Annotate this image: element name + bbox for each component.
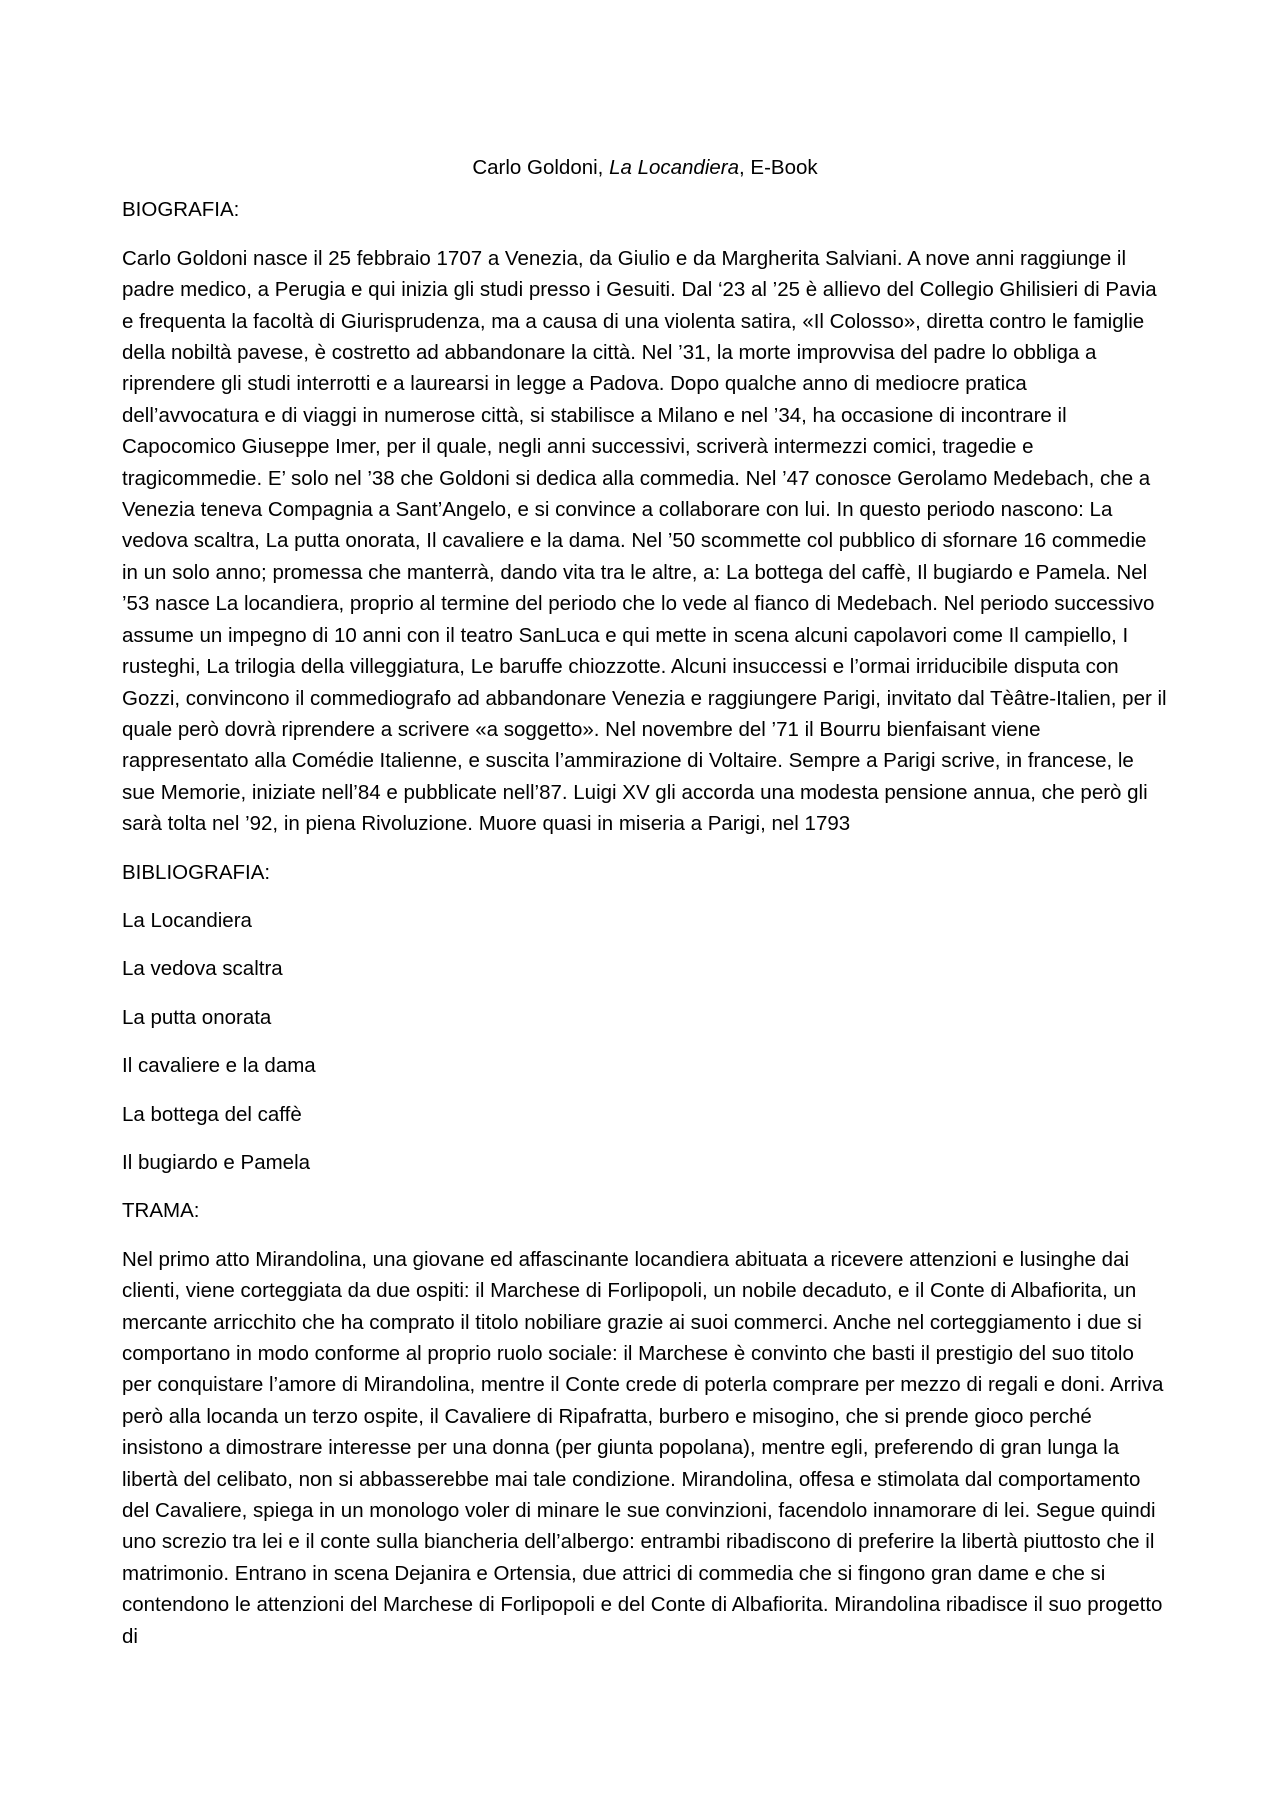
trama-text: Nel primo atto Mirandolina, una giovane ed affascinante locandiera abituata a ricevere attenzioni e lusinghe dai clienti, viene corteggiata da due ospiti: il Marchese di Forlipopoli, un nobile decaduto, e il Conte di Albafiorita, un mercante arricchito che ha comprato il titolo nobiliare grazie ai suoi commerci. Anche nel corteggiamento i due si comportano in modo conforme al proprio ruolo sociale: il Marchese è convinto che basti il prestigio del suo titolo per conquistare l’amore di Mirandolina, mentre il Conte crede di poterla comprare per mezzo di regali e doni. Arriva però alla locanda un terzo ospite, il Cavaliere di Ripafratta, burbero e misogino, che si prende gioco perché insistono a dimostrare interesse per una donna (per giunta popolana), mentre egli, preferendo di gran lunga la libertà del celibato, non si abbasserebbe mai tale condizione. Mirandolina, offesa e stimolata dal comportamento del Cavaliere, spiega in un monologo voler di minare le sue convinzioni, facendolo innamorare di lei. Segue quindi uno screzio tra lei e il conte sulla biancheria dell’albergo: entrambi ribadiscono di preferire la libertà piuttosto che il matrimonio. Entrano in scena Dejanira e Ortensia, due attrici di commedia che si fingono gran dame e che si contendono le attenzioni del Marchese di Forlipopoli e del Conte di Albafiorita. Mirandolina ribadisce il suo progetto di	[122, 1247, 1164, 1648]
bibliografia-item: La putta onorata	[122, 1005, 272, 1029]
title-work: La Locandiera	[609, 156, 740, 179]
title-author: Carlo Goldoni	[472, 156, 598, 179]
biografia-text: Carlo Goldoni nasce il 25 febbraio 1707 a Venezia, da Giulio e da Margherita Salviani. A nove anni raggiunge il padre medico, a Perugia e qui inizia gli studi presso i Gesuiti. Dal ‘23 al ’25 è allievo del Collegio Ghilisieri di Pavia e frequenta la facoltà di Giurisprudenza, ma a causa di una violenta satira, «Il Colosso», diretta contro le famiglie della nobiltà pavese, è costretto ad abbandonare la città. Nel ’31, la morte improvvisa del padre lo obbliga a riprendere gli studi interrotti e a laurearsi in legge a Padova. Dopo qualche anno di mediocre pratica dell’avvocatura e di viaggi in numerose città, si stabilisce a Milano e nel ’34, ha occasione di incontrare il Capocomico Giuseppe Imer, per il quale, negli anni successivi, scriverà intermezzi comici, tragedie e tragicommedie. E’ solo nel ’38 che Goldoni si dedica alla commedia. Nel ’47 conosce Gerolamo Medebach, che a Venezia teneva Compagnia a Sant’Angelo, e si convince a collaborare con lui. In questo periodo nascono: La vedova scaltra, La putta onorata, Il cavaliere e la dama. Nel ’50 scommette col pubblico di sfornare 16 commedie in un solo anno; promessa che manterrà, dando vita tra le altre, a: La bottega del caffè, Il bugiardo e Pamela. Nel ’53 nasce La locandiera, proprio al termine del periodo che lo vede al fianco di Medebach. Nel periodo successivo assume un impegno di 10 anni con il teatro SanLuca e qui mette in scena alcuni capolavori come Il campiello, I rusteghi, La trilogia della villeggiatura, Le baruffe chiozzotte. Alcuni insuccessi e l’ormai irriducibile disputa con Gozzi, convincono il commediografo ad abbandonare Venezia e raggiungere Parigi, invitato dal Tèâtre-Italien, per il quale però dovrà riprendere a scrivere «a soggetto». Nel novembre del ’71 il Bourru bienfaisant viene rappresentato alla Comédie Italienne, e suscita l’ammirazione di Voltaire. Sempre a Parigi scrive, in francese, le sue Memorie, iniziate nell’84 e pubblicate nell’87. Luigi XV gli accorda una modesta pensione annua, che però gli sarà tolta nel ’92, in piena Rivoluzione. Muore quasi in miseria a Parigi, nel 1793	[122, 246, 1167, 836]
biografia-heading: BIOGRAFIA:	[122, 198, 240, 222]
bibliografia-item: La vedova scaltra	[122, 957, 283, 981]
bibliografia-item: Il bugiardo e Pamela	[122, 1150, 311, 1174]
bibliografia-heading: BIBLIOGRAFIA:	[122, 860, 271, 884]
title-format: E-Book	[750, 156, 818, 179]
title-separator: ,	[597, 156, 610, 179]
bibliografia-item: La Locandiera	[122, 908, 252, 932]
document-title	[122, 152, 1168, 183]
bibliografia-item: La bottega del caffè	[122, 1102, 302, 1126]
trama-heading: TRAMA:	[122, 1199, 200, 1223]
document-page	[122, 152, 1168, 1669]
bibliografia-item: Il cavaliere e la dama	[122, 1054, 316, 1078]
bibliografia-list	[122, 905, 1168, 1178]
title-separator: ,	[739, 156, 751, 179]
